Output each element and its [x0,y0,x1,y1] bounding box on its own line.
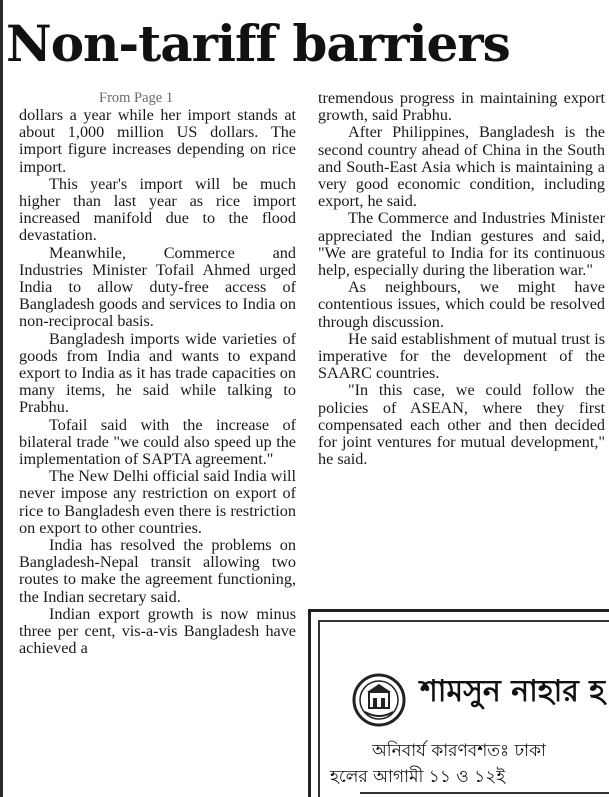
article-paragraph: This year's import will be much higher than last year as rice import increased manifold due to the flood devastation. [19,174,296,245]
advertisement-title: শামসুন নাহার হ [420,674,606,709]
column-rule [0,0,3,797]
article-paragraph: "In this case, we could follow the policies of ASEAN, where they first compensated each other and then decided for joint ventures for mutual development," he said. [318,381,605,469]
university-logo-icon [351,672,407,728]
article-paragraph: The New Delhi official said India will never impose any restriction on export of rice to Bangladesh even there is restriction on export to other countries. [19,467,296,537]
article-paragraph: Indian export growth is now minus three per cent, vis-a-vis Bangladesh have achieved a [19,604,296,658]
article-right-column [318,90,605,468]
article-paragraph: dollars a year while her import stands at about 1,000 million US dollars. The import figure increases depending on rice import. [19,106,296,176]
article-paragraph: Meanwhile, Commerce and Industries Minister Tofail Ahmed urged India to allow duty-free access of Bangladesh goods and services to India on non-reciprocal basis. [19,243,296,331]
article-paragraph: As neighbours, we might have contentious issues, which could be resolved through discussion. [318,278,605,331]
advertisement-divider [360,792,609,797]
article-left-column [19,90,296,658]
advertisement-text-line: অনিবার্য কারণবশতঃ ঢাকা [372,741,546,761]
headline: Non-tariff barriers [6,14,510,73]
article-paragraph: tremendous progress in maintaining export growth, said Prabhu. [318,89,605,125]
article-paragraph: He said establishment of mutual trust is imperative for the development of the SAARC countries. [318,329,605,383]
article-paragraph: Tofail said with the increase of bilateral trade "we could also speed up the implementation of SAPTA agreement." [19,415,296,469]
advertisement-text-line: হলের আগামী ১১ ও ১২ই [330,767,506,787]
article-paragraph: The Commerce and Industries Minister appreciated the Indian gestures and said, "We are grateful to India for its continuous help, especially during the liberation war." [318,209,605,280]
article-paragraph: After Philippines, Bangladesh is the second country ahead of China in the South and South-East Asia which is maintaining a very good economic condition, including export, he said. [318,123,605,211]
article-paragraph: India has resolved the problems on Bangladesh-Nepal transit allowing two routes to make the agreement functioning, the Indian secretary said. [19,536,296,606]
continued-from-label: From Page 1 [99,90,174,106]
article-paragraph: Bangladesh imports wide varieties of goods from India and wants to expand export to India as it has trade capacities on many items, he said while talking to Prabhu. [19,329,296,417]
